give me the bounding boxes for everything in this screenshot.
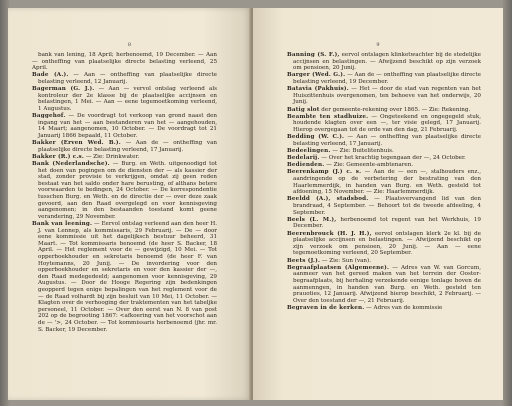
entry-text: eervol ontslagen klerk 2e kl. bij de plaatselijke accijnsen en belastingen. — Afwijzend beschikt op zijn verzoek om pensioen, 20 Junij. — Aan — eene tegemoetkoming verleend, 20 September. — [293, 230, 481, 257]
entry-heading: Bank (Nederlandsche). — [32, 161, 110, 168]
entry-heading: Bakker (Erven Wed. B.). — [32, 140, 121, 147]
entry-heading: Batavia (Pakhuis). — [287, 86, 349, 93]
entry-text: — De voordragt tot verkoop van grond naast den ingang van het — aan bestanderen van het — aangehouden, 14 Maart; aangenomen, 10 October. — De voordragt tot 21 Januarij 1866 bepaald, 11 October. — [38, 113, 218, 139]
left-page-number: 8 — [127, 42, 132, 48]
entry-heading: Bedelarij. — [287, 155, 320, 162]
index-entry — [32, 154, 217, 161]
entry-text: — Zie: Drinkwater. — [85, 153, 140, 160]
index-entry — [32, 161, 217, 220]
entry-text: der gemeente-rekening over 1865. — Zie: Rekening. — [321, 106, 471, 113]
entry-text: — Over het krachtig tegengaan der —, 24 October. — [321, 155, 466, 162]
entry-text: — Eervol ontslag verleend aan den heer H. J. van Lennep, als kommissaris, 29 Februarij. — De — door eene kommissie uit het dagelijksch bestuur beheerd, 31 Maart. — Tot kommissaris benoemd (de heer S. Backer, 18 April. — Het reglement voor de — gewijzigd, 10 Mei. — Tot opperboekhouder en sekretaris benoemd (de heer F. van Hoytemanns, 20 Junij. — De invordering voor den opperboekhouder en sekretaris en voor den kassier der —, den Raad medegedeeld; aangenomen voor kennisgeving, 29 Augustus. — Door de Hooge Regering zijn bedenkingen geopperd tegen enige bepalingen van het reglement voor de — de Raad volhardt bij zijn besluit van 10 Mei, 11 October. — Klagten over de verhooging der traktementen van het tabeljke personeel, 11 October. — Over den eerst van N. 8 van post 202 op de begrooting 1867: <afkoering van het voorschot aan de — '>, 24 October. — Tot kommissaris herbenoemd (jhr. mr. S. Backer, 19 December. — [38, 221, 217, 333]
entry-heading: Baggehof. — [32, 113, 66, 120]
index-entry — [287, 162, 481, 169]
left-page-text — [32, 52, 217, 334]
index-entry — [32, 221, 217, 333]
index-entry — [287, 169, 481, 195]
entry-heading: Bedeelingen. — [287, 147, 331, 154]
entry-heading: Bagerman (G. J.). — [32, 86, 95, 93]
entry-text: — Adres van de kommissie — [366, 304, 443, 311]
entry-text: herbenoemd tot regent van het Werkhuis, 19 December. — [293, 216, 481, 230]
entry-text: eervol ontslagen klinketwachter bij de stedelijke accijnsen en belastingen. — Afwijzend beschikt op zijn verzoek om pensioen, 20 Junij. — [293, 52, 481, 72]
index-entry — [32, 86, 217, 112]
entry-heading: Beets (J.). — [287, 257, 321, 264]
entry-text: — Aan de — een —, stalhouders enz., aandringende op de verbetering der bestrating van den Haarlemmerdijk, in handen van Burg. en Weth. gesteld tot afdoening, 15 November. — Zie: Haarlemmerdijk. — [293, 169, 482, 196]
index-entry — [287, 86, 481, 106]
entry-text: — Aan — ontheffing van plaatselijke directe belasting verleend, 17 Januarij. — [293, 134, 481, 147]
entry-heading: Beambte ten stadhuize. — [287, 113, 369, 120]
entry-text: — Aan — ontheffing van plaatselijke directe belasting verleend, 12 Januarij. — [38, 72, 217, 85]
index-entry — [287, 155, 481, 162]
index-entry — [287, 305, 481, 312]
index-entry — [32, 113, 217, 139]
index-entry — [32, 140, 217, 153]
index-entry — [287, 258, 481, 265]
index-entry — [32, 72, 217, 85]
entry-heading: Bank van leening. — [32, 221, 93, 227]
entry-text: — Het — door de stad van regenten van het Huiszittenhuis overgenomen, ten behoeve van het onderwijs, 20 Junij. — [293, 86, 481, 106]
index-entry — [287, 134, 481, 147]
index-entry — [287, 217, 481, 230]
entry-heading: Beeldd (A.), stadsbod. — [287, 196, 369, 203]
entry-text: — Burg. en Weth. uitgenoodigd tot het doen van pogingen om de diensten der — als kassier der stad, zonder provisie te verkrijgen, omdat zij geen reden bestaat van het saldo onder hare berusting, of althans betere voorwaarden te bedingen, 24 October. — De korrespondentie tusschen Burg. en Weth. en de directie der — over deze zaak gevoerd, aan den Raad overgelegd en voor kennisgeving aangenomen; in den bestaanden toestand komt geene verandering, 29 November. — [38, 161, 217, 220]
entry-text: — Ongeteekend en ongegegeld stuk, houdende klagten over een —, ter visie gelegd, 17 Januarij. Hierop overgegaan tot de orde van den dag, 21 Februarij. — [293, 113, 481, 133]
entry-text: — Aan de — ontheffing van plaatselijke directe belasting verleend, 19 December. — [293, 72, 481, 85]
entry-heading: Barger (Wed. G.). — [287, 72, 346, 79]
entry-text: bank van lening, 18 April; herbenoemd, 19 December. — Aan — ontheffing van plaatselijke directe belasting verleend, 25 April. — [32, 52, 217, 72]
entry-heading: Begraafplaatsen (Algemeene). — [287, 264, 390, 271]
entry-heading: Bedienden. — [287, 162, 325, 169]
left-page — [8, 8, 251, 400]
index-entry — [287, 148, 481, 155]
entry-heading: Beerenkamp (J.) c. s. — [287, 169, 362, 176]
index-entry — [287, 265, 481, 305]
index-entry — [287, 231, 481, 257]
right-page — [253, 8, 503, 400]
entry-heading: Batig slot — [287, 106, 320, 113]
entry-text: — Zie: Sun (van). — [321, 257, 371, 264]
entry-text: — Adres van W. van Gorcum, aanmeer van het gereed maken van het terrein der Ooster-begraafplaats, bij herhaling verzekende eenige tonlage boven de aanmenngen, in handen van Burg. en Weth. gesteld ten prauoties, 12 Januarij. Afwijzend hierop beschikt, 2 Februarij. — Over den toestand der —, 21 Februarij. — [293, 264, 481, 304]
entry-text: — Zie: Gemeente-ambtenaren. — [326, 162, 414, 169]
index-entry — [287, 114, 481, 134]
index-entry — [287, 52, 481, 72]
entry-heading: Beels (L. M.), — [287, 216, 337, 223]
entry-heading: Beerenbrouck (H. J. H.), — [287, 230, 372, 237]
right-page-text — [287, 52, 481, 312]
right-page-number: 9 — [376, 42, 380, 48]
entry-heading: Bade (A.). — [32, 72, 69, 79]
index-entry — [32, 52, 217, 72]
entry-text: — Zie: Buitelitenhuis. — [332, 147, 394, 154]
entry-text: — Aan — vervol ontslag verleend als kontroleur der 2e klasse bij de plaatselijke accijnsen en belastingen, 1 Mei. — Aan — eene tegemoetkoming verleend, 1 Augustus. — [38, 86, 217, 112]
entry-text: — Aan de — ontheffing van plaatselijke directe belasting verleend, 17 Januarij. — [38, 140, 218, 153]
entry-heading: Bakker (R.) c.s. — [32, 153, 85, 160]
entry-heading: Begraven in de kerken. — [287, 304, 365, 311]
entry-heading: Banning (S. F.), — [287, 52, 340, 58]
entry-heading: Bedding (W. C.). — [287, 134, 345, 141]
index-entry — [287, 72, 481, 85]
index-entry — [287, 196, 481, 216]
index-entry — [287, 107, 481, 114]
entry-text: — Plaatsvervangend lid van den brandraad, 4 September. — Behoort tot de tweede afdeeling, 4 September. — [293, 196, 481, 216]
